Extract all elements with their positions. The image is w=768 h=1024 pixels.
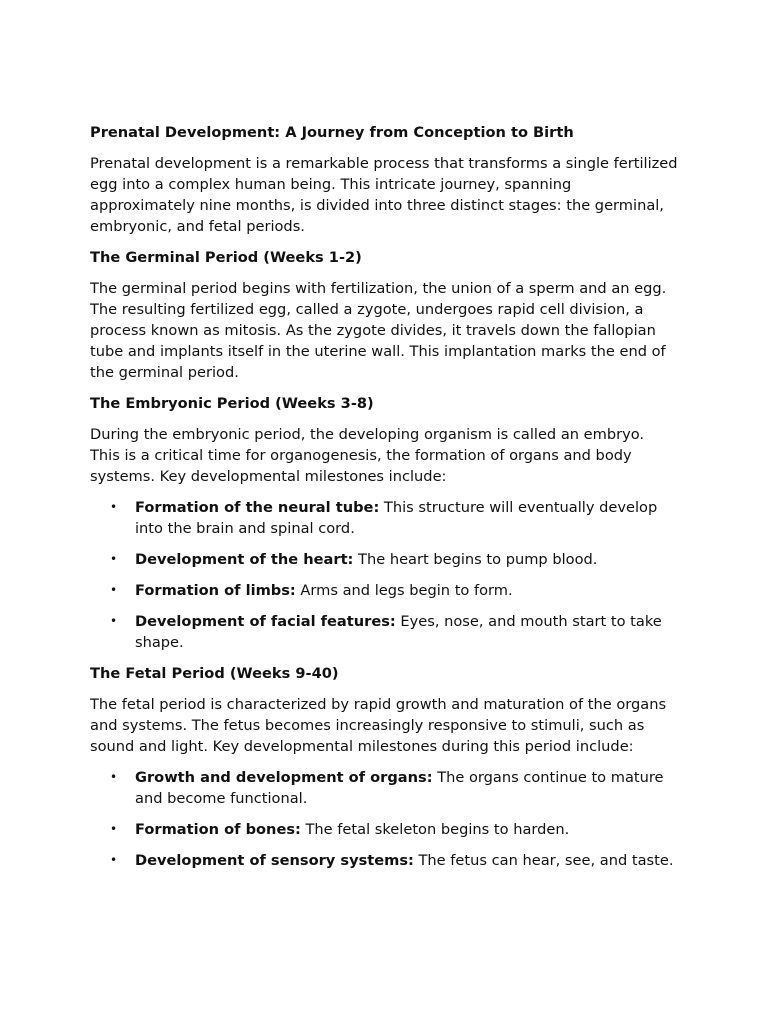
intro-paragraph: Prenatal development is a remarkable process that transforms a single fertilized egg into a complex human being. This intricate journey, spanning approximately nine months, is divided into three distinct stages: the germinal, embryonic, and fetal periods.	[90, 155, 678, 235]
list-item	[90, 549, 686, 570]
bullet-icon: •	[110, 552, 118, 566]
milestone-term: Formation of limbs:	[135, 582, 296, 599]
germinal-paragraph: The germinal period begins with fertilization, the union of a sperm and an egg. The resulting fertilized egg, called a zygote, undergoes rapid cell division, a process known as mitosis. As the zygote divides, it travels down the fallopian tube and implants itself in the uterine wall. This implantation marks the end of the germinal period.	[90, 280, 667, 381]
embryonic-heading: The Embryonic Period (Weeks 3-8)	[90, 395, 374, 412]
milestone-text: Eyes, nose, and mouth start to take shape.	[135, 613, 662, 651]
document-title: Prenatal Development: A Journey from Conception to Birth	[90, 124, 574, 141]
milestone-text: The fetus can hear, see, and taste.	[413, 852, 674, 869]
list-item	[90, 850, 678, 871]
milestone-term: Development of the heart:	[135, 551, 354, 568]
list-item	[90, 819, 678, 840]
fetal-milestone-list	[90, 767, 678, 871]
milestone-text: Arms and legs begin to form.	[295, 582, 513, 599]
milestone-term: Growth and development of organs:	[135, 769, 433, 786]
milestone-term: Development of sensory systems:	[135, 852, 414, 869]
bullet-icon: •	[110, 614, 118, 628]
bullet-icon: •	[110, 770, 118, 784]
bullet-icon: •	[110, 500, 118, 514]
fetal-paragraph: The fetal period is characterized by rapid growth and maturation of the organs and systems. The fetus becomes increasingly responsive to stimuli, such as sound and light. Key developmental milestones during this period include:	[90, 696, 667, 755]
fetal-heading: The Fetal Period (Weeks 9-40)	[90, 665, 339, 682]
germinal-heading: The Germinal Period (Weeks 1-2)	[90, 249, 362, 266]
milestone-term: Formation of the neural tube:	[135, 499, 380, 516]
list-item	[90, 497, 686, 539]
list-item	[90, 580, 686, 601]
bullet-icon: •	[110, 853, 118, 867]
list-item	[90, 767, 678, 809]
embryonic-paragraph: During the embryonic period, the developing organism is called an embryo. This is a critical time for organogenesis, the formation of organs and body systems. Key developmental milestones include:	[90, 426, 645, 485]
milestone-text: The fetal skeleton begins to harden.	[300, 821, 570, 838]
milestone-term: Formation of bones:	[135, 821, 301, 838]
milestone-term: Development of facial features:	[135, 613, 396, 630]
milestone-text: The organs continue to mature and become functional.	[135, 769, 664, 807]
embryonic-milestone-list	[90, 497, 678, 653]
milestone-text: The heart begins to pump blood.	[353, 551, 598, 568]
milestone-text: This structure will eventually develop into the brain and spinal cord.	[135, 499, 658, 537]
bullet-icon: •	[110, 583, 118, 597]
list-item	[90, 611, 686, 653]
bullet-icon: •	[110, 822, 118, 836]
